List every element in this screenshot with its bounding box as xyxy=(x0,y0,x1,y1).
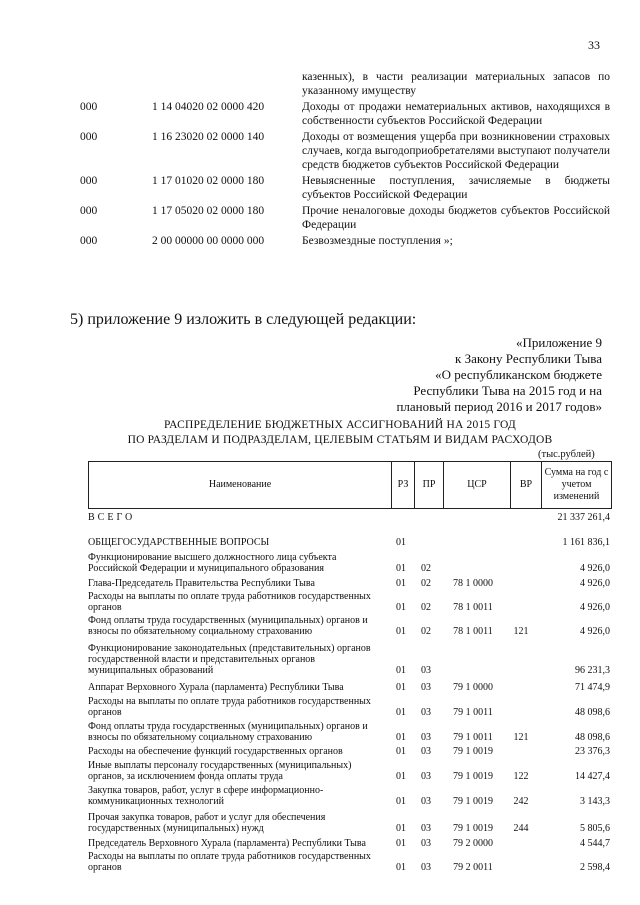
header-sum: Сумма на год с учетом изменений xyxy=(544,467,609,502)
table-row xyxy=(88,591,612,613)
row-rz: 01 xyxy=(396,578,406,589)
table-row xyxy=(88,615,612,637)
table-row xyxy=(88,552,612,574)
table-row xyxy=(88,746,612,757)
header-name: Наименование xyxy=(89,462,392,508)
kbk-code: 2 00 00000 00 0000 000 xyxy=(152,235,265,247)
row-csr: 79 1 0019 xyxy=(453,746,493,757)
table-row xyxy=(88,851,612,873)
kbk-code: 1 16 23020 02 0000 140 xyxy=(152,131,265,143)
row-pr: 03 xyxy=(421,665,431,676)
row-name: Расходы на выплаты по оплате труда работников государственных органов xyxy=(88,696,371,718)
row-vr: 121 xyxy=(513,732,529,743)
row-pr: 03 xyxy=(421,682,431,693)
code-name: Доходы от продажи нематериальных активов, находящихся в собственности субъектов Российской Федерации xyxy=(302,101,610,127)
code-row xyxy=(80,204,610,232)
code-row xyxy=(80,70,610,98)
header-pr: ПР xyxy=(415,462,444,508)
annex-line: «О республиканском бюджете xyxy=(435,367,602,382)
row-pr: 03 xyxy=(421,746,431,757)
admin-code: 000 xyxy=(80,235,98,247)
table-row xyxy=(88,643,612,676)
row-pr: 02 xyxy=(421,578,431,589)
header-csr: ЦСР xyxy=(444,462,511,508)
row-name: Расходы на выплаты по оплате труда работников государственных органов xyxy=(88,591,371,613)
row-name: Глава-Председатель Правительства Республики Тыва xyxy=(88,578,315,589)
row-csr: 79 1 0011 xyxy=(453,732,493,743)
row-pr: 03 xyxy=(421,823,431,834)
row-rz: 01 xyxy=(396,732,406,743)
table-title-line: РАСПРЕДЕЛЕНИЕ БЮДЖЕТНЫХ АССИГНОВАНИЙ НА 2015 ГОД xyxy=(164,419,516,431)
row-rz: 01 xyxy=(396,862,406,873)
row-sum: 3 143,3 xyxy=(580,796,610,807)
annex-reference xyxy=(342,335,602,415)
row-sum: 5 805,6 xyxy=(580,823,610,834)
row-vr: 244 xyxy=(513,823,529,834)
table-header xyxy=(88,461,612,509)
row-csr: 79 1 0019 xyxy=(453,796,493,807)
row-vr: 122 xyxy=(513,771,529,782)
row-pr: 03 xyxy=(421,862,431,873)
table-row xyxy=(88,537,612,548)
code-name: Невыясненные поступления, зачисляемые в бюджеты субъектов Российской Федерации xyxy=(302,175,610,201)
table-row xyxy=(88,812,612,834)
row-sum: 4 544,7 xyxy=(580,838,610,849)
row-csr: 79 2 0011 xyxy=(453,862,493,873)
row-csr: 78 1 0011 xyxy=(453,626,493,637)
annex-line: плановый период 2016 и 2017 годов» xyxy=(396,399,602,414)
row-rz: 01 xyxy=(396,771,406,782)
kbk-code: 1 17 05020 02 0000 180 xyxy=(152,205,265,217)
row-name: Расходы на обеспечение функций государственных органов xyxy=(88,746,343,757)
admin-code xyxy=(80,70,152,98)
table-row xyxy=(88,512,612,523)
admin-code: 000 xyxy=(80,101,98,113)
code-row xyxy=(80,234,610,248)
row-sum: 4 926,0 xyxy=(580,602,610,613)
code-name: Прочие неналоговые доходы бюджетов субъектов Российской Федерации xyxy=(302,205,610,231)
annex-line: «Приложение 9 xyxy=(515,335,602,350)
admin-code: 000 xyxy=(80,175,98,187)
code-name: казенных), в части реализации материальных запасов по указанному имуществу xyxy=(302,71,610,97)
row-rz: 01 xyxy=(396,665,406,676)
row-pr: 03 xyxy=(421,796,431,807)
row-name: Председатель Верховного Хурала (парламента) Республики Тыва xyxy=(88,838,366,849)
row-pr: 03 xyxy=(421,707,431,718)
table-row xyxy=(88,578,612,589)
kbk-code: 1 14 04020 02 0000 420 xyxy=(152,101,265,113)
row-name: Функционирование законодательных (представительных) органов государственной власти и представительных органов муниципальных образований xyxy=(88,643,371,676)
row-name: Прочая закупка товаров, работ и услуг для обеспечения государственных (муниципальных) нужд xyxy=(88,812,326,834)
row-vr: 242 xyxy=(513,796,529,807)
table-row xyxy=(88,785,612,807)
row-vr: 121 xyxy=(513,626,529,637)
row-rz: 01 xyxy=(396,746,406,757)
row-name: ОБЩЕГОСУДАРСТВЕННЫЕ ВОПРОСЫ xyxy=(88,537,270,548)
row-sum: 48 098,6 xyxy=(575,707,610,718)
kbk-code xyxy=(152,70,302,98)
row-name: Иные выплаты персоналу государственных (муниципальных) органов, за исключением фонда оплаты труда xyxy=(88,760,352,782)
row-rz: 01 xyxy=(396,823,406,834)
row-rz: 01 xyxy=(396,602,406,613)
table-row xyxy=(88,696,612,718)
row-csr: 79 1 0000 xyxy=(453,682,493,693)
code-name: Доходы от возмещения ущерба при возникновении страховых случаев, когда выгодоприобретателями выступают получатели средств бюджетов субъектов Российской Федерации xyxy=(302,131,610,171)
row-csr: 79 1 0011 xyxy=(453,707,493,718)
row-pr: 02 xyxy=(421,626,431,637)
row-rz: 01 xyxy=(396,537,406,548)
row-name: Функционирование высшего должностного лица субъекта Российской Федерации и муниципального образования xyxy=(88,552,337,574)
code-row xyxy=(80,130,610,172)
row-csr: 78 1 0000 xyxy=(453,578,493,589)
code-row xyxy=(80,100,610,128)
row-name: Закупка товаров, работ, услуг в сфере информационно-коммуникационных технологий xyxy=(88,785,324,807)
amendment-intro: 5) приложение 9 изложить в следующей редакции: xyxy=(70,311,417,328)
row-rz: 01 xyxy=(396,626,406,637)
table-row xyxy=(88,721,612,743)
code-name: Безвозмездные поступления »; xyxy=(302,235,453,247)
kbk-code: 1 17 01020 02 0000 180 xyxy=(152,175,265,187)
row-csr: 79 1 0019 xyxy=(453,823,493,834)
budget-table xyxy=(88,461,612,873)
row-pr: 03 xyxy=(421,838,431,849)
row-rz: 01 xyxy=(396,796,406,807)
admin-code: 000 xyxy=(80,131,98,143)
table-title xyxy=(0,418,640,448)
annex-line: к Закону Республики Тыва xyxy=(455,351,602,366)
row-pr: 03 xyxy=(421,732,431,743)
row-name: Расходы на выплаты по оплате труда работников государственных органов xyxy=(88,851,371,873)
row-pr: 02 xyxy=(421,563,431,574)
code-row xyxy=(80,174,610,202)
row-sum: 2 598,4 xyxy=(580,862,610,873)
row-rz: 01 xyxy=(396,707,406,718)
table-row xyxy=(88,838,612,849)
page-number: 33 xyxy=(588,38,600,52)
row-csr: 79 1 0019 xyxy=(453,771,493,782)
row-sum: 4 926,0 xyxy=(580,563,610,574)
revenue-codes-list xyxy=(80,70,610,250)
header-rz: РЗ xyxy=(392,462,415,508)
annex-line: Республики Тыва на 2015 год и на xyxy=(413,383,602,398)
row-csr: 79 2 0000 xyxy=(453,838,493,849)
row-rz: 01 xyxy=(396,838,406,849)
row-sum: 71 474,9 xyxy=(575,682,610,693)
row-sum: 14 427,4 xyxy=(575,771,610,782)
row-name: Фонд оплаты труда государственных (муниципальных) органов и взносы по обязательному социальному страхованию xyxy=(88,615,368,637)
row-rz: 01 xyxy=(396,682,406,693)
row-sum: 23 376,3 xyxy=(575,746,610,757)
row-name: Аппарат Верховного Хурала (парламента) Республики Тыва xyxy=(88,682,344,693)
header-vr: ВР xyxy=(511,462,542,508)
units-label: (тыс.рублей) xyxy=(538,449,595,460)
row-name: Фонд оплаты труда государственных (муниципальных) органов и взносы по обязательному социальному страхованию xyxy=(88,721,368,743)
admin-code: 000 xyxy=(80,205,98,217)
table-row xyxy=(88,760,612,782)
row-csr: 78 1 0011 xyxy=(453,602,493,613)
table-title-line: ПО РАЗДЕЛАМ И ПОДРАЗДЕЛАМ, ЦЕЛЕВЫМ СТАТЬЯМ И ВИДАМ РАСХОДОВ xyxy=(127,434,553,446)
table-row xyxy=(88,682,612,693)
row-sum: 1 161 836,1 xyxy=(562,537,610,548)
row-pr: 02 xyxy=(421,602,431,613)
row-name: ВСЕГО xyxy=(88,512,136,523)
row-sum: 96 231,3 xyxy=(575,665,610,676)
row-sum: 21 337 261,4 xyxy=(557,512,610,523)
row-rz: 01 xyxy=(396,563,406,574)
row-sum: 48 098,6 xyxy=(575,732,610,743)
row-sum: 4 926,0 xyxy=(580,626,610,637)
row-pr: 03 xyxy=(421,771,431,782)
row-sum: 4 926,0 xyxy=(580,578,610,589)
